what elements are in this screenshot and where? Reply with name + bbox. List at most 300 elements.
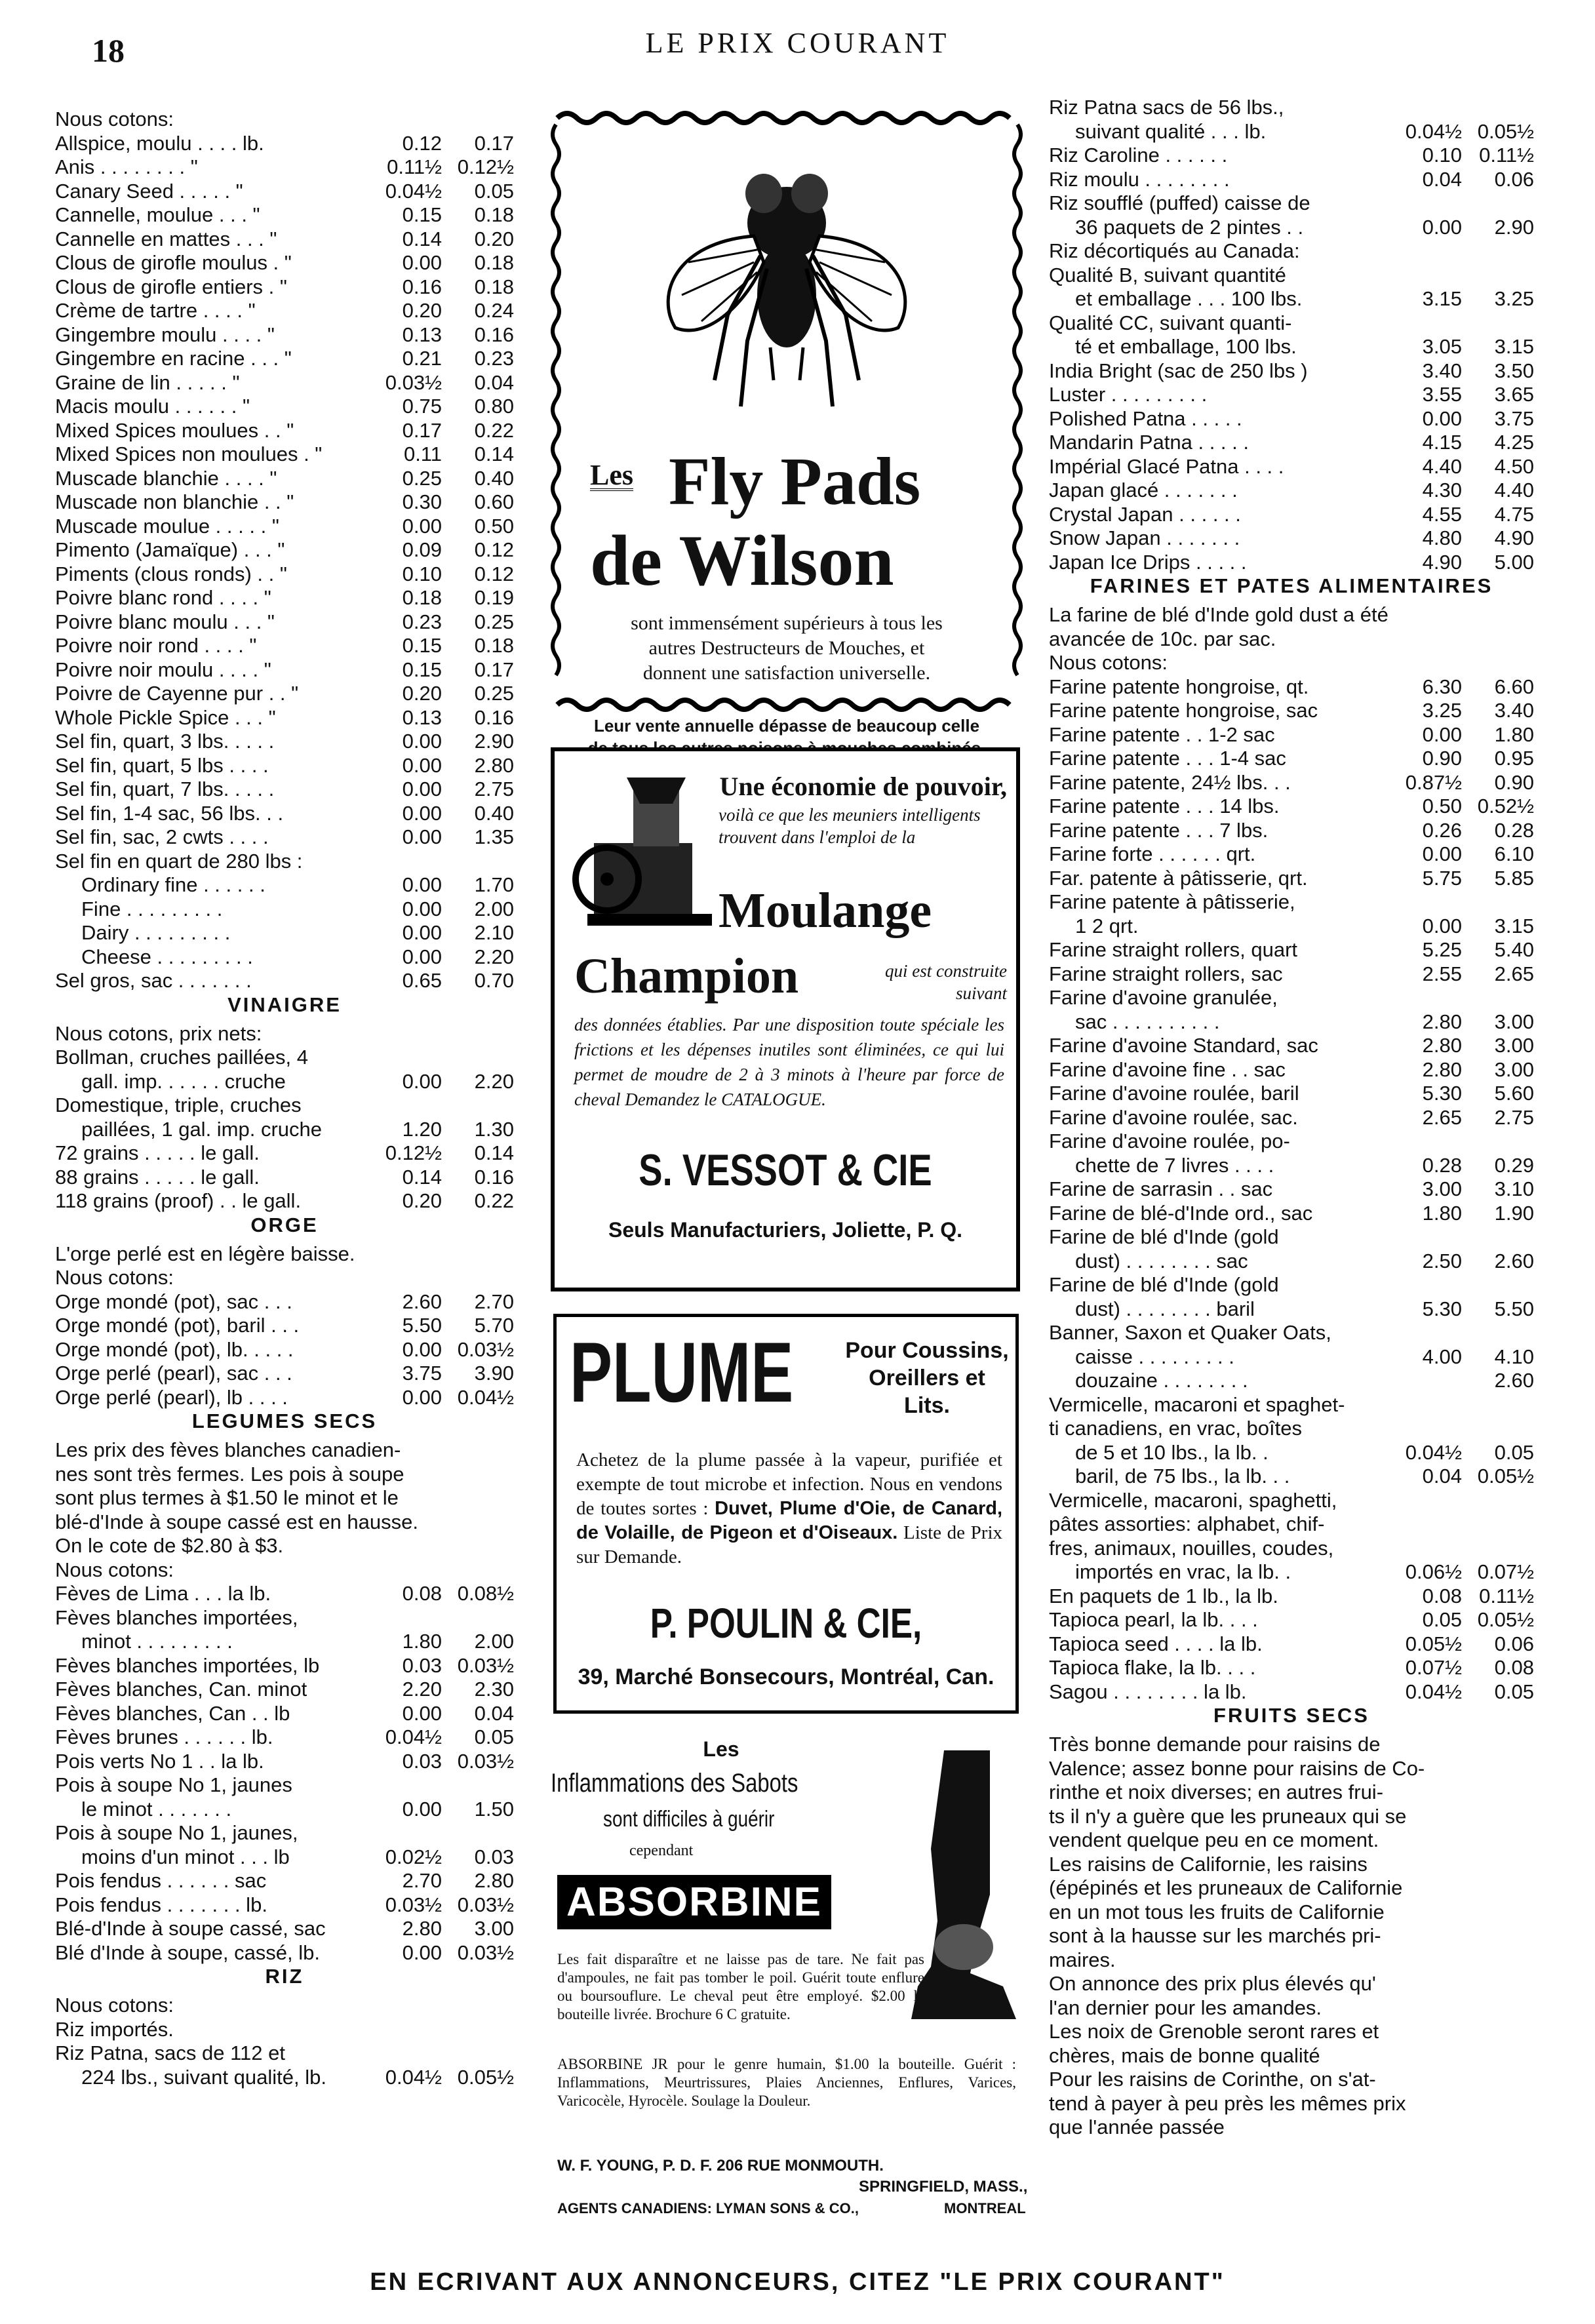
price-high: 0.18 [474,275,514,298]
price-row [1049,675,1534,699]
item-name: Fèves de Lima . . . la lb. [55,1582,271,1605]
price-row [55,1118,514,1142]
item-name: Farine patente . . . 7 lbs. [1049,818,1269,842]
text-line: Pois à soupe No 1, jaunes, [55,1821,298,1844]
price-low: 4.90 [1422,550,1462,574]
price-high: 2.60 [1494,1249,1534,1272]
price-row [1049,479,1534,503]
price-low: 0.00 [402,1701,442,1725]
price-row [55,1869,514,1893]
plume-poulin-ad [553,1314,1019,1714]
price-low: 0.90 [1422,747,1462,770]
price-low: 4.55 [1422,502,1462,526]
price-row [1049,168,1534,192]
price-high: 0.05½ [1477,119,1534,143]
price-row [1049,1632,1534,1657]
text-line: Domestique, triple, cruches [55,1093,302,1116]
price-high: 0.05½ [1477,1608,1534,1631]
price-low: 3.75 [402,1362,442,1385]
text-line: On annonce des prix plus élevés qu' [1049,1972,1376,1995]
fly-pads-ad [551,105,1023,736]
item-name: Riz moulu . . . . . . . . [1049,167,1230,191]
price-row [55,371,514,395]
price-row [55,275,514,300]
price-high: 2.75 [474,778,514,800]
fly-pads-les: Les [590,459,633,491]
price-low: 0.16 [402,275,442,298]
price-high: 0.04½ [457,1385,514,1409]
item-name: Poivre blanc moulu . . . " [55,610,275,633]
price-high: 0.05 [474,1725,514,1748]
price-low: 5.75 [1422,866,1462,890]
price-high: 3.75 [1494,406,1534,430]
price-low: 0.15 [402,203,442,226]
text-line: Farine de blé d'Inde (gold [1049,1225,1279,1248]
price-high: 2.90 [1494,215,1534,239]
price-row [1049,842,1534,867]
item-name: Farine de blé-d'Inde ord., sac [1049,1201,1313,1225]
text-line: Qualité CC, suivant quanti- [1049,311,1292,334]
text-line: Valence; assez bonne pour raisins de Co- [1049,1756,1425,1780]
item-name: Orge perlé (pearl), sac . . . [55,1362,292,1385]
price-row [55,395,514,419]
price-low: 0.20 [402,299,442,322]
price-row [55,1941,514,1965]
price-low: 0.00 [402,1940,442,1964]
price-high: 1.30 [474,1117,514,1141]
price-row [55,1314,514,1338]
item-name: Macis moulu . . . . . . " [55,395,250,418]
item-name: Farine patente, 24½ lbs. . . [1049,770,1291,794]
text-line: Farine d'avoine roulée, po- [1049,1130,1290,1152]
price-low: 6.30 [1422,675,1462,698]
price-row [55,180,514,204]
price-low: 0.20 [402,682,442,705]
price-row [55,945,514,970]
price-high: 0.17 [474,658,514,681]
item-name: le minot . . . . . . . [81,1797,232,1821]
price-row [1049,962,1534,987]
price-row [1049,383,1534,407]
price-row [55,1290,514,1314]
price-row [1049,1202,1534,1226]
price-high: 0.12 [474,538,514,561]
item-name: Sel fin, quart, 5 lbs . . . . [55,753,269,777]
price-row [55,1893,514,1918]
price-low: 0.07½ [1405,1656,1462,1679]
price-row [55,754,514,778]
price-high: 0.08 [1494,1656,1534,1679]
item-name: Fine . . . . . . . . . [81,897,223,920]
item-name: sac . . . . . . . . . . [1075,1010,1220,1033]
section-heading: LEGUMES SECS [191,1409,378,1432]
item-name: Fèves blanches, Can. minot [55,1678,307,1701]
absorbine-maker: W. F. YOUNG, P. D. F. 206 RUE MONMOUTH. [557,2157,884,2175]
price-low: 0.02½ [385,1845,442,1868]
item-name: 1 2 qrt. [1075,914,1139,937]
item-name: Crème de tartre . . . . " [55,299,256,322]
item-name: gall. imp. . . . . . cruche [81,1069,286,1093]
item-name: Muscade non blanchie . . " [55,490,294,513]
price-low: 3.05 [1422,335,1462,358]
price-row [1049,795,1534,819]
price-low: 0.08 [1422,1584,1462,1607]
price-row [55,515,514,539]
text-line: nes sont très fermes. Les pois à soupe [55,1462,404,1486]
price-row [55,467,514,491]
price-high: 0.40 [474,801,514,825]
price-high: 0.22 [474,418,514,442]
price-high: 0.50 [474,514,514,538]
price-high: 0.23 [474,347,514,370]
price-high: 0.20 [474,227,514,250]
price-low: 0.21 [402,347,442,370]
price-row [55,897,514,922]
text-line: sont à la hausse sur les marchés pri- [1049,1924,1381,1947]
moulange-title-2: Champion [574,949,799,1004]
section-heading: ORGE [250,1213,319,1236]
price-high: 3.50 [1494,359,1534,382]
item-name: 88 grains . . . . . le gall. [55,1165,260,1189]
price-high: 2.20 [474,945,514,968]
price-low: 0.15 [402,658,442,681]
price-low: 0.26 [1422,818,1462,842]
text-line: Sel fin en quart de 280 lbs : [55,849,303,873]
price-row [55,538,514,562]
text-line: sont plus termes à $1.50 le minot et le [55,1486,399,1509]
item-name: Orge perlé (pearl), lb . . . . [55,1385,288,1409]
item-name: Farine patente . . . 1-4 sac [1049,747,1286,770]
price-low: 0.14 [402,1165,442,1189]
poulin-company: P. POULIN & CIE, [650,1600,922,1647]
absorbine-agents: AGENTS CANADIENS: LYMAN SONS & CO., [557,2200,859,2216]
price-high: 0.04 [474,370,514,394]
price-low: 0.00 [402,514,442,538]
price-high: 2.90 [474,730,514,753]
price-row [55,251,514,275]
price-high: 0.06 [1494,1632,1534,1655]
price-high: 0.24 [474,299,514,322]
item-name: Pois fendus . . . . . . . lb. [55,1893,267,1916]
price-low: 5.25 [1422,938,1462,961]
price-high: 3.25 [1494,287,1534,310]
price-low: 0.00 [402,753,442,777]
price-low: 0.10 [1422,144,1462,167]
price-high: 0.08½ [457,1582,514,1605]
price-high: 2.70 [474,1290,514,1313]
price-high: 0.18 [474,634,514,657]
price-high: 3.65 [1494,383,1534,406]
price-low: 0.30 [402,490,442,513]
item-name: moins d'un minot . . . lb [81,1845,290,1868]
item-name: Crystal Japan . . . . . . [1049,502,1241,526]
item-name: Orge mondé (pot), baril . . . [55,1314,300,1337]
text-line: Les noix de Grenoble seront rares et [1049,2020,1379,2043]
price-high: 1.80 [1494,722,1534,746]
price-row [1049,335,1534,359]
price-low: 1.80 [1422,1201,1462,1225]
price-row [1049,1656,1534,1680]
moulange-body: des données établies. Par une disposition toute spéciale les frictions et les dépenses inutiles sont éliminées, ce qui lui permet de moudre de 2 à 3 minots à l'heure par force de cheval Demandez le CATALOGUE. [574,1015,1004,1109]
price-low: 0.13 [402,323,442,346]
item-name: paillées, 1 gal. imp. cruche [81,1117,323,1141]
text-line: fres, animaux, nouilles, coudes, [1049,1536,1334,1560]
price-high: 0.18 [474,251,514,274]
price-high: 6.60 [1494,675,1534,698]
price-row [55,1141,514,1166]
item-name: Poivre noir moulu . . . . " [55,658,271,681]
price-low: 0.03 [402,1749,442,1773]
price-low: 0.28 [1422,1153,1462,1177]
price-high: 4.90 [1494,526,1534,549]
text-line: ti canadiens, en vrac, boîtes [1049,1417,1303,1440]
price-high: 3.00 [1494,1057,1534,1081]
price-low: 0.00 [402,825,442,848]
price-row [55,1750,514,1774]
text-line: que l'année passée [1049,2116,1225,2138]
price-high: 2.65 [1494,962,1534,985]
price-high: 3.15 [1494,914,1534,937]
text-line: Pois à soupe No 1, jaunes [55,1773,292,1796]
item-name: Farine patente . . . 14 lbs. [1049,795,1280,817]
price-row [55,227,514,252]
price-row [1049,551,1534,575]
absorbine-brand: ABSORBINE [557,1875,831,1929]
price-high: 0.03½ [457,1893,514,1916]
item-name: dust) . . . . . . . . sac [1075,1249,1248,1272]
price-low: 0.00 [402,1337,442,1361]
price-row [1049,1465,1534,1489]
absorbine-line-3: cependant [629,1842,694,1859]
price-low: 0.00 [402,921,442,944]
item-name: Riz Caroline . . . . . . [1049,144,1228,167]
item-name: Japan Ice Drips . . . . . [1049,550,1247,574]
price-high: 0.90 [1494,770,1534,794]
price-high: 4.25 [1494,431,1534,454]
text-line: L'orge perlé est en légère baisse. [55,1242,355,1265]
price-high: 0.40 [474,466,514,490]
price-low: 1.20 [402,1117,442,1141]
vessot-company: S. VESSOT & CIE [639,1145,932,1195]
price-high: 3.90 [474,1362,514,1385]
text-line: Qualité B, suivant quantité [1049,263,1286,286]
price-row [55,658,514,682]
text-line: La farine de blé d'Inde gold dust a été [1049,603,1388,626]
moulange-side: qui est construite suivant [885,961,1007,1003]
section-heading: FARINES ET PATES ALIMENTAIRES [1090,574,1493,597]
item-name: Farine patente hongroise, sac [1049,699,1318,722]
price-low: 0.03½ [385,1893,442,1916]
right-price-column [1049,96,1534,2140]
price-low: 2.80 [402,1917,442,1940]
text-line: pâtes assorties: alphabet, chif- [1049,1512,1325,1535]
price-high: 2.00 [474,897,514,920]
item-name: importés en vrac, la lb. . [1075,1560,1291,1583]
price-high: 3.00 [1494,1034,1534,1057]
price-low: 2.60 [402,1290,442,1313]
text-line: Très bonne demande pour raisins de [1049,1733,1381,1756]
price-high: 0.05½ [1477,1465,1534,1487]
price-row [1049,1154,1534,1178]
absorbine-city: SPRINGFIELD, MASS., [859,2178,1028,2196]
item-name: Far. patente à pâtisserie, qrt. [1049,866,1308,890]
poulin-address: 39, Marché Bonsecours, Montréal, Can. [578,1664,994,1689]
item-name: caisse . . . . . . . . . [1075,1345,1234,1368]
price-low: 0.17 [402,418,442,442]
price-low: 1.80 [402,1630,442,1653]
price-low: 0.00 [1422,914,1462,937]
item-name: Graine de lin . . . . . " [55,370,240,394]
price-row [55,586,514,610]
price-row [1049,723,1534,747]
price-row [55,610,514,635]
text-line: chères, mais de bonne qualité [1049,2043,1320,2067]
price-low: 0.03 [402,1653,442,1677]
fly-pads-body: sont immensément supérieurs à tous les autres Destructeurs de Mouches, et donnent une satisfaction universelle. [631,612,943,684]
price-high: 2.75 [1494,1105,1534,1129]
price-row [55,132,514,156]
price-row [55,1654,514,1678]
moulange-title-1: Moulange [719,883,932,938]
text-line: Bollman, cruches paillées, 4 [55,1046,308,1069]
price-high: 0.80 [474,395,514,418]
price-low: 4.30 [1422,479,1462,502]
item-name: Farine de sarrasin . . sac [1049,1177,1273,1200]
price-row [1049,1177,1534,1202]
price-row [55,730,514,754]
price-low: 4.80 [1422,526,1462,549]
item-name: Blé d'Inde à soupe, cassé, lb. [55,1940,321,1964]
price-low: 0.00 [402,1797,442,1821]
item-name: Japan glacé . . . . . . . [1049,479,1238,502]
price-high: 3.40 [1494,699,1534,722]
price-row [55,1702,514,1726]
price-low: 0.13 [402,705,442,729]
text-line: Fèves blanches importées, [55,1605,298,1629]
item-name: Fèves brunes . . . . . . lb. [55,1725,273,1748]
text-line: Nous cotons: [1049,651,1168,674]
item-name: Clous de girofle moulus . " [55,251,292,274]
price-row [1049,287,1534,311]
price-high: 4.50 [1494,454,1534,478]
price-row [55,1070,514,1094]
price-low: 0.12½ [385,1141,442,1164]
price-row [1049,1560,1534,1585]
price-row [1049,1106,1534,1130]
price-high: 0.12 [474,562,514,585]
item-name: Orge mondé (pot), lb. . . . . [55,1337,294,1361]
price-low: 0.04½ [385,179,442,203]
moulange-head: Une économie de pouvoir, [719,772,1007,801]
price-high: 2.80 [474,1869,514,1892]
fly-pads-title-2: de Wilson [590,521,894,601]
moulange-champion-ad [551,747,1020,1291]
text-line: Nous cotons: [55,1994,174,2017]
price-row [55,802,514,826]
item-name: Piments (clous ronds) . . " [55,562,287,585]
price-row [55,1845,514,1870]
text-line: avancée de 10c. par sac. [1049,627,1276,650]
price-row [1049,1297,1534,1322]
text-line: Riz décortiqués au Canada: [1049,239,1300,262]
fly-illustration [649,131,924,420]
item-name: Anis . . . . . . . . " [55,155,198,178]
item-name: de 5 et 10 lbs., la lb. . [1075,1440,1269,1464]
price-high: 0.03½ [457,1653,514,1677]
price-low: 3.55 [1422,383,1462,406]
price-row [1049,503,1534,527]
price-low: 0.04½ [385,2065,442,2089]
price-row [1049,1034,1534,1058]
item-name: chette de 7 livres . . . . [1075,1153,1274,1177]
plume-body-text-2: Liste de Prix sur Demande. [576,1522,1003,1567]
text-line: blé-d'Inde à soupe cassé est en hausse. [55,1510,418,1533]
price-row [1049,1441,1534,1465]
price-row [55,490,514,515]
text-line: maires. [1049,1948,1116,1971]
price-high: 2.10 [474,921,514,944]
price-low: 0.04 [1422,1465,1462,1487]
price-high: 2.30 [474,1678,514,1701]
text-line: Farine de blé d'Inde (gold [1049,1273,1279,1296]
price-row [1049,407,1534,431]
price-row [55,419,514,443]
price-row [1049,938,1534,962]
item-name: Cheese . . . . . . . . . [81,945,253,968]
item-name: Impérial Glacé Patna . . . . [1049,454,1284,478]
price-row [55,323,514,347]
price-low: 0.12 [402,131,442,155]
price-low: 2.80 [1422,1010,1462,1033]
item-name: Gingembre en racine . . . " [55,347,292,370]
text-line: ts il n'y a guère que les pruneaux qui se [1049,1804,1407,1828]
price-row [1049,1369,1534,1393]
price-row [55,1630,514,1654]
price-low: 0.00 [402,778,442,800]
section-heading: FRUITS SECS [1213,1704,1369,1727]
price-row [55,825,514,850]
absorbine-body: Les fait disparaître et ne laisse pas de tare. Ne fait pas d'ampoules, ne fait pas tomber le poil. Guérit toute enflure ou boursouflure. Le cheval peut être employé. $2.00 la bouteille livrée. Brochure 6 C gratuite. [557,1951,924,2022]
price-low: 0.11 [403,443,442,465]
price-high: 0.03½ [457,1337,514,1361]
item-name: Fèves blanches importées, lb [55,1653,320,1677]
item-name: Allspice, moulu . . . . lb. [55,131,264,155]
item-name: Cannelle en mattes . . . " [55,227,277,250]
price-row [55,1678,514,1702]
price-high: 5.70 [474,1314,514,1337]
price-row [55,1362,514,1386]
price-high: 0.11½ [1479,144,1534,167]
price-row [55,443,514,467]
price-low: 0.00 [402,945,442,968]
price-low: 0.08 [402,1582,442,1605]
price-row [55,1725,514,1750]
text-line: tend à payer à peu près les mêmes prix [1049,2091,1406,2115]
price-row [55,2066,514,2090]
item-name: Sel fin, sac, 2 cwts . . . . [55,825,269,848]
plume-side: Pour Coussins, Oreillers et Lits. [845,1338,1009,1418]
item-name: Muscade blanchie . . . . " [55,466,277,490]
price-row [1049,455,1534,479]
text-line: Riz Patna, sacs de 112 et [55,2041,285,2064]
price-row [55,155,514,180]
price-row [1049,819,1534,843]
price-high: 0.03 [474,1845,514,1868]
price-row [1049,1585,1534,1609]
price-low: 0.00 [1422,842,1462,865]
price-high: 0.22 [474,1189,514,1212]
price-row [1049,747,1534,771]
